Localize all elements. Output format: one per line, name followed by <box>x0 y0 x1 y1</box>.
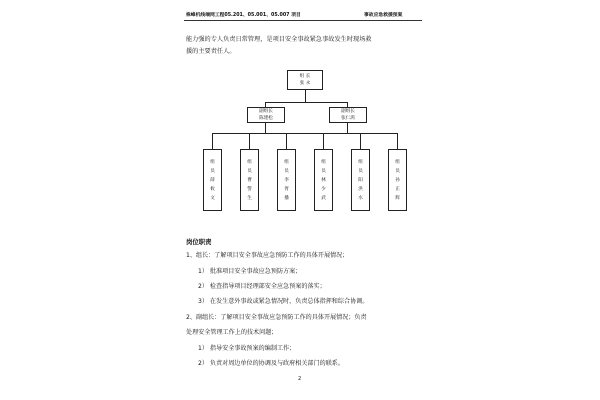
connector-leader-down <box>305 90 306 102</box>
leader-name: 张 永 <box>299 81 311 86</box>
member-6-char-4: 正 <box>395 186 400 192</box>
connector-deputy-right-down <box>347 123 348 133</box>
member-6-char-3: 孙 <box>395 177 400 183</box>
member-1-char-3: 薛 <box>210 177 215 183</box>
member-3-char-3: 李 <box>284 177 289 183</box>
member-4-char-2: 员 <box>321 168 326 174</box>
member-2-char-4: 警 <box>247 186 252 192</box>
header-doc-title: 事故应急救援预案 <box>364 13 403 18</box>
duty-line-2: 1） 批准项目安全事故应急预防方案； <box>198 268 302 275</box>
member-6-char-1: 组 <box>395 159 400 165</box>
member-2-char-2: 员 <box>247 168 252 174</box>
member-1-char-2: 员 <box>210 168 215 174</box>
connector-member-bar <box>212 133 398 134</box>
connector-member-5 <box>360 133 361 149</box>
org-box-member-5 <box>351 149 370 211</box>
deputy-2-title: 副组长 <box>341 109 355 114</box>
member-5-char-5: 水 <box>358 195 363 201</box>
org-box-deputy-1 <box>247 107 285 123</box>
member-5-char-4: 洪 <box>358 186 363 192</box>
member-4-char-5: 武 <box>321 195 326 201</box>
org-box-deputy-2 <box>329 107 367 123</box>
deputy-1-name: 陈建松 <box>259 116 273 121</box>
duty-line-8: 2） 负责对周边单位的协调及与政府相关部门的联系。 <box>198 360 344 367</box>
member-1-char-1: 组 <box>210 159 215 165</box>
connector-deputy-left-down <box>265 123 266 133</box>
member-1-char-5: 文 <box>210 195 215 201</box>
member-1-char-4: 攸 <box>210 186 215 192</box>
member-3-char-1: 组 <box>284 159 289 165</box>
org-box-leader <box>287 70 323 90</box>
member-5-char-1: 组 <box>358 159 363 165</box>
org-box-member-6 <box>388 149 407 211</box>
header-project-title: 株峰机线端网工程05.201、05.001、05.007 项目 <box>186 13 301 18</box>
org-box-member-1 <box>203 149 222 211</box>
connector-member-4 <box>323 133 324 149</box>
intro-line-2: 援的主要责任人。 <box>186 48 236 55</box>
duty-line-5: 2、副组长：了解项目安全事故应急预防工作的具体开展情况；负责 <box>186 314 367 321</box>
deputy-1-title: 副组长 <box>259 109 273 114</box>
duty-line-4: 3） 在发生意外事故或紧急情况时，负责总体指挥和综合协调。 <box>198 298 369 305</box>
member-2-char-3: 曹 <box>247 177 252 183</box>
member-6-char-2: 员 <box>395 168 400 174</box>
deputy-2-name: 张仁鸿 <box>341 116 355 121</box>
member-2-char-5: 生 <box>247 195 252 201</box>
member-2-char-1: 组 <box>247 159 252 165</box>
connector-member-3 <box>286 133 287 149</box>
member-4-char-1: 组 <box>321 159 326 165</box>
connector-member-2 <box>249 133 250 149</box>
leader-title: 组 长 <box>299 74 311 79</box>
connector-member-6 <box>397 133 398 149</box>
org-box-member-4 <box>314 149 333 211</box>
member-5-char-3: 阳 <box>358 177 363 183</box>
section-heading-duties: 岗位职责 <box>186 238 212 246</box>
org-box-member-3 <box>277 149 296 211</box>
duty-line-1: 1、组长：了解项目安全事故应急预防工作的具体开展情况； <box>186 252 349 259</box>
connector-deputy-bar <box>265 102 348 103</box>
member-4-char-3: 林 <box>321 177 326 183</box>
member-5-char-2: 员 <box>358 168 363 174</box>
member-3-char-4: 胥 <box>284 186 289 192</box>
member-3-char-2: 员 <box>284 168 289 174</box>
duty-line-6: 处理安全管理工作上的技术问题； <box>186 329 278 336</box>
org-box-member-2 <box>240 149 259 211</box>
page-number: 2 <box>298 376 302 382</box>
member-3-char-5: 播 <box>284 195 289 201</box>
member-4-char-4: 少 <box>321 186 326 192</box>
duty-line-3: 2） 检查指导项目经理部安全应急预案的落实； <box>198 283 326 290</box>
connector-member-1 <box>212 133 213 149</box>
duty-line-7: 1） 指导安全事故预案的编制工作； <box>198 345 296 352</box>
member-6-char-5: 辉 <box>395 195 400 201</box>
intro-line-1: 能力强的专人负责日常管理，是项目安全事故紧急事故发生时现场救 <box>186 36 372 43</box>
